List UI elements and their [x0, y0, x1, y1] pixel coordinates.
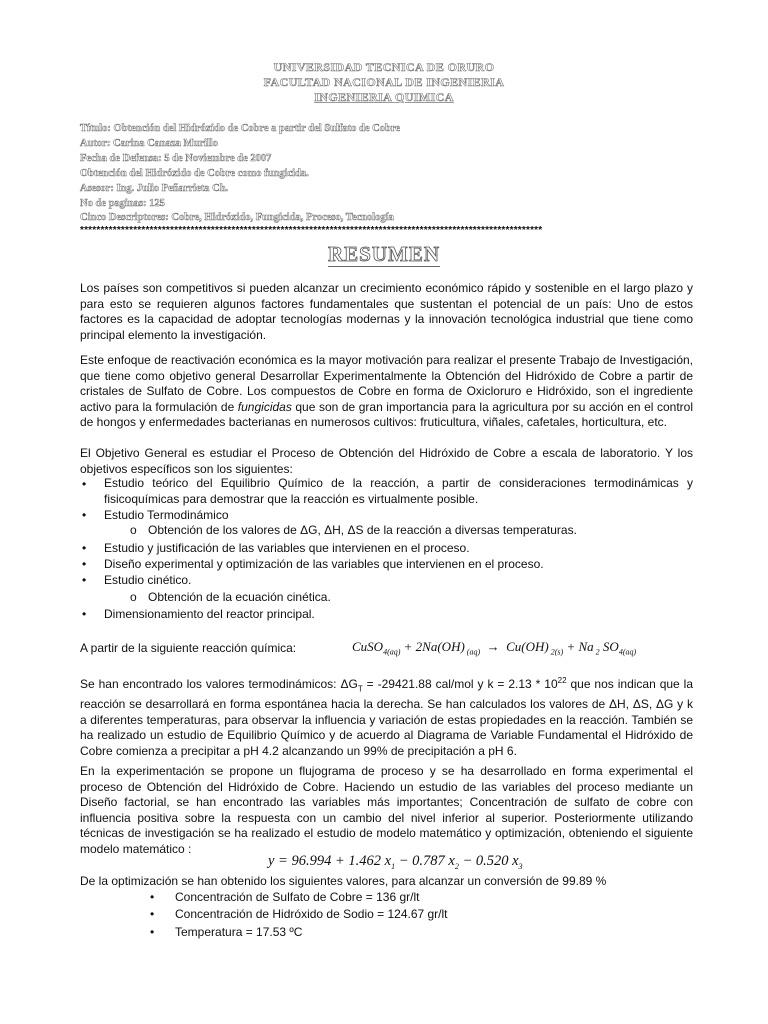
thesis-subtitle: Obtención del Hidróxido de Cobre como fungicida.	[80, 168, 309, 179]
objective-item-4: Diseño experimental y optimización de las variables que intervienen en el proceso.	[104, 557, 544, 571]
fungicidas-emphasis: fungicidas	[237, 399, 292, 414]
bullet-icon: •	[150, 890, 155, 904]
objective-item-3: Estudio y justificación de las variables que intervienen en el proceso.	[104, 541, 470, 555]
paragraph-4	[80, 673, 693, 759]
objective-item-6: Dimensionamiento del reactor principal.	[104, 607, 315, 621]
sub-bullet-icon: o	[130, 590, 137, 604]
reaction-intro: A partir de la siguiente reacción química:	[80, 641, 297, 655]
department-name	[0, 90, 768, 105]
k-exponent: 22	[557, 676, 567, 685]
star-separator: *****************************************************************************************************************	[80, 225, 543, 236]
paragraph-4-rest: que nos indican que la reacción se desarrollará en forma espontánea hacia la derecha. Se han calculados los valores de ΔH, ΔS, ΔG y k a diferentes temperaturas, para observar la influencia y variación de estas propiedades en la reacción. También se ha realizado un estudio de Equilibrio Químico y de acuerdo al Diagrama de Variable Fundamental el Hidróxido de Cobre comienza a precipitar a pH 4.2 alcanzando un 99% de precipitación a pH 6.	[80, 677, 693, 758]
objective-item-2: Estudio Termodinámico	[104, 508, 229, 522]
bullet-icon: •	[82, 477, 87, 491]
delta-g-subscript: T	[357, 684, 363, 694]
objective-item-2a: Obtención de los valores de ΔG, ΔH, ΔS de la reacción a diversas temperaturas.	[148, 523, 577, 537]
paragraph-2-end: que son de gran importancia para la agricultura por su acción en el control de hongos y enfermedades bacterianas en numerosos cultivos: fruticultura, viñales, cafetales, horticultura, etc.	[80, 399, 694, 430]
optimum-value-2: Concentración de Hidróxido de Sodio = 124.67 gr/lt	[175, 907, 448, 921]
thesis-author: Autor: Carina Canaza Murillo	[80, 138, 218, 149]
paragraph-6: De la optimización se han obtenido los siguientes valores, para alcanzar un conversión de 99.89 %	[80, 874, 607, 888]
paragraph-5: En la experimentación se propone un flujograma de proceso y se ha desarrollado en forma experimental el proceso de Obtención del Hidróxido de Cobre. Haciendo un estudio de las variables del proceso mediante un Diseño factorial, se han encontrado las variables más importantes; Concentración de sulfato de cobre con influencia positiva sobre la respuesta con un cambio del nivel inferior al superior. Posteriormente utilizando técnicas de investigación se ha realizado el estudio de modelo matemático y optimización, obteniendo el siguiente modelo matemático :	[80, 764, 693, 856]
optimum-value-3: Temperatura = 17.53 ºC	[175, 925, 303, 939]
bullet-icon: •	[150, 925, 155, 939]
defense-date: Fecha de Defensa: 5 de Noviembre de 2007	[80, 153, 272, 164]
objective-item-5: Estudio cinético.	[104, 573, 192, 587]
descriptors: Cinco Descriptores: Cobre, Hidróxido, Fungicida, Proceso, Tecnología	[80, 212, 394, 223]
paragraph-2-start: Este enfoque de reactivación económica es la mayor motivación para realizar el presente Trabajo de Investigación, que tiene como objetivo general Desarrollar Experimentalmente la Obtención del Hidróxido de Cobre a partir de cristales de Sulfato de Cobre. Los compuestos de Cobre en forma de Oxicloruro e Hidróxido, son el ingrediente activo para la formulación de	[80, 353, 693, 414]
abstract-heading-text: RESUMEN	[327, 242, 440, 266]
optimum-value-1: Concentración de Sulfato de Cobre = 136 gr/lt	[175, 890, 420, 904]
paragraph-3: El Objetivo General es estudiar el Proceso de Obtención del Hidróxido de Cobre a escala de laboratorio. Y los objetivos específicos son los siguientes:	[80, 446, 693, 476]
university-name: UNIVERSIDAD TECNICA DE ORURO	[273, 60, 495, 74]
thesis-advisor: Asesor: Ing. Julio Peñarrieta Ch.	[80, 183, 229, 194]
sub-bullet-icon: o	[130, 523, 137, 537]
bullet-icon: •	[82, 557, 87, 571]
bullet-icon: •	[82, 508, 87, 522]
bullet-icon: •	[82, 573, 87, 587]
model-equation: y = 96.994 + 1.462 $x_1 - 0.787$ $x_2 - 0.520$ $x_3$	[268, 853, 523, 871]
delta-g-label: Se han encontrado los valores termodinámicos: ΔG	[80, 677, 358, 691]
k-value: = -29421.88 cal/mol y k = 2.13 * 10	[362, 677, 558, 691]
objective-item-5a: Obtención de la ecuación cinética.	[148, 590, 331, 604]
abstract-heading	[0, 242, 768, 267]
bullet-icon: •	[82, 607, 87, 621]
bullet-icon: •	[150, 907, 155, 921]
reaction-equation: CuSO$_{4(aq)}$ + 2Na(OH) $_{(aq)}$ → Cu(OH) $_{2(s)}$ + Na $_2$ $SO_{4(aq)}$	[352, 639, 637, 657]
faculty-name: FACULTAD NACIONAL DE INGENIERIA	[263, 75, 505, 89]
thesis-title: Título: Obtención del Hidróxido de Cobre a partir del Sulfato de Cobre	[80, 123, 400, 134]
paragraph-2	[80, 353, 693, 431]
objective-item-1: Estudio teórico del Equilibrio Químico de la reacción, a partir de consideraciones termodinámicas y fisicoquímicas para demostrar que la reacción es virtualmente posible.	[104, 476, 693, 506]
paragraph-1: Los países son competitivos si pueden alcanzar un crecimiento económico rápido y sostenible en el largo plazo y para esto se requieren algunos factores fundamentales que sustentan el potencial de un país: Uno de estos factores es la capacidad de adoptar tecnologías modernas y la innovación tecnológica industrial que tiene como principal elemento la investigación.	[80, 281, 693, 342]
bullet-icon: •	[82, 541, 87, 555]
department-name-text: INGENIERIA QUIMICA	[314, 90, 454, 104]
page-count: No de paginas: 125	[80, 198, 165, 209]
